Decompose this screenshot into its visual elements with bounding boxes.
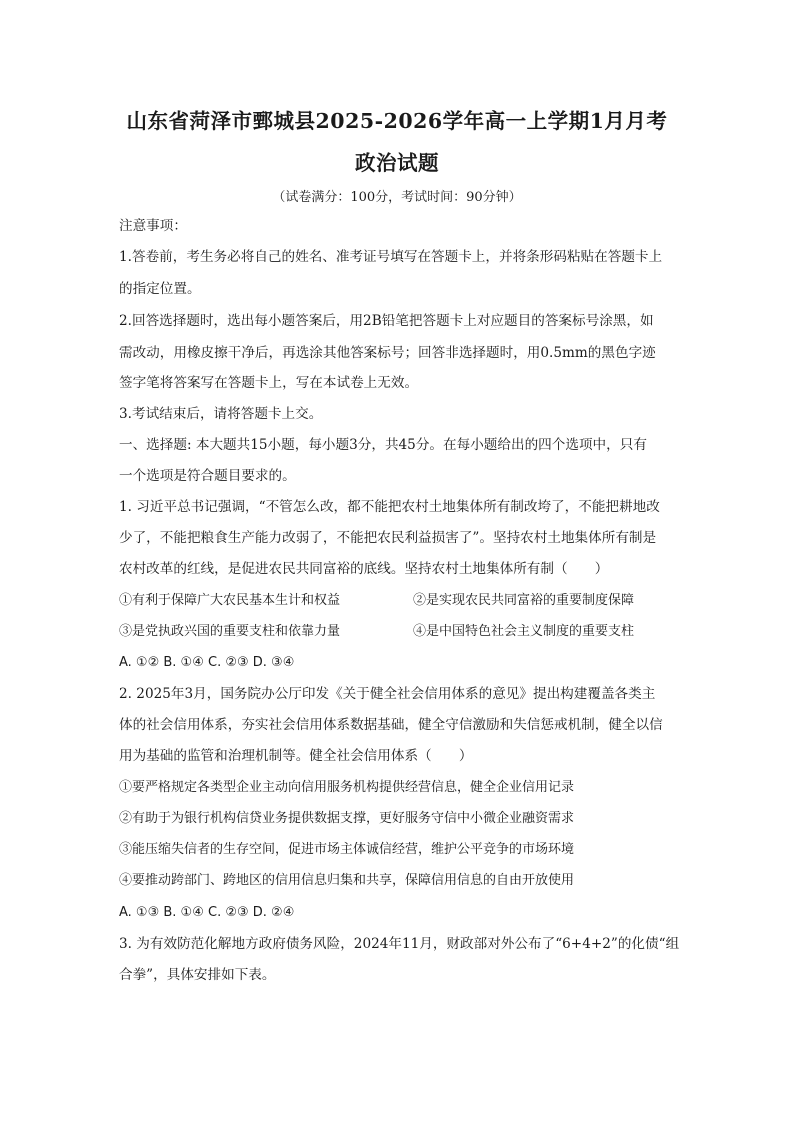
section-heading: 一、选择题: 本大题共15小题，每小题3分，共45分。在每小题给出的四个选项中，只有 — [119, 437, 647, 453]
note-line: 需改动，用橡皮擦干净后，再选涂其他答案标号；回答非选择题时，用0.5mm的黑色字迹 — [119, 345, 656, 361]
question-1-choices: A. ①② B. ①④ C. ②③ D. ③④ — [119, 655, 295, 670]
question-1-statement-2: ②是实现农民共同富裕的重要制度保障 — [413, 593, 635, 608]
question-2-stem: 用为基础的监管和治理机制等。健全社会信用体系（ ） — [119, 748, 473, 764]
question-2-stem: 2. 2025年3月，国务院办公厅印发《关于健全社会信用体系的意见》提出构建覆盖各类主 — [119, 686, 656, 702]
question-2-statement-1: ①要严格规定各类型企业主动向信用服务机构提供经营信息，健全企业信用记录 — [119, 780, 575, 795]
question-1-stem: 少了，不能把粮食生产能力改弱了，不能把农民利益损害了”。坚持农村土地集体所有制是 — [119, 530, 657, 546]
note-line: 的指定位置。 — [119, 281, 201, 297]
note-line: 1.答卷前，考生务必将自己的姓名、准考证号填写在答题卡上，并将条形码粘贴在答题卡上 — [119, 249, 663, 265]
exam-subject-title: 政治试题 — [355, 151, 439, 175]
question-2-stem: 体的社会信用体系，夯实社会信用体系数据基础，健全守信激励和失信惩戒机制，健全以信 — [119, 717, 663, 733]
question-1-statement-3: ③是党执政兴国的重要支柱和依靠力量 — [119, 624, 341, 639]
note-line: 3.考试结束后，请将答题卡上交。 — [119, 406, 323, 422]
note-line: 签字笔将答案写在答题卡上，写在本试卷上无效。 — [119, 375, 419, 391]
note-line: 2.回答选择题时，选出每小题答案后，用2B铅笔把答题卡上对应题目的答案标号涂黑，如 — [119, 313, 654, 329]
question-2-statement-3: ③能压缩失信者的生存空间，促进市场主体诚信经营，维护公平竞争的市场环境 — [119, 842, 575, 857]
section-heading-cont: 一个选项是符合题目要求的。 — [119, 468, 296, 484]
notes-heading: 注意事项： — [119, 218, 187, 234]
question-3-stem: 3. 为有效防范化解地方政府债务风险，2024年11月，财政部对外公布了“6+4+2”的化债“组 — [119, 936, 680, 952]
exam-info: （试卷满分：100分，考试时间：90分钟） — [272, 190, 522, 205]
question-1-stem: 农村改革的红线，是促进农民共同富裕的底线。坚持农村土地集体所有制（ ） — [119, 561, 609, 577]
exam-title: 山东省菏泽市鄄城县2025-2026学年高一上学期1月月考 — [126, 109, 668, 133]
question-3-stem: 合拳”，具体安排如下表。 — [119, 967, 276, 983]
question-1-stem: 1. 习近平总书记强调，“不管怎么改，都不能把农村土地集体所有制改垮了，不能把耕地改 — [119, 499, 660, 515]
question-2-statement-2: ②有助于为银行机构信贷业务提供数据支撑，更好服务守信中小微企业融资需求 — [119, 811, 575, 826]
question-2-statement-4: ④要推动跨部门、跨地区的信用信息归集和共享，保障信用信息的自由开放使用 — [119, 873, 575, 888]
question-1-statement-4: ④是中国特色社会主义制度的重要支柱 — [413, 624, 635, 639]
question-2-choices: A. ①③ B. ①④ C. ②③ D. ②④ — [119, 905, 295, 920]
question-1-statement-1: ①有利于保障广大农民基本生计和权益 — [119, 593, 341, 608]
